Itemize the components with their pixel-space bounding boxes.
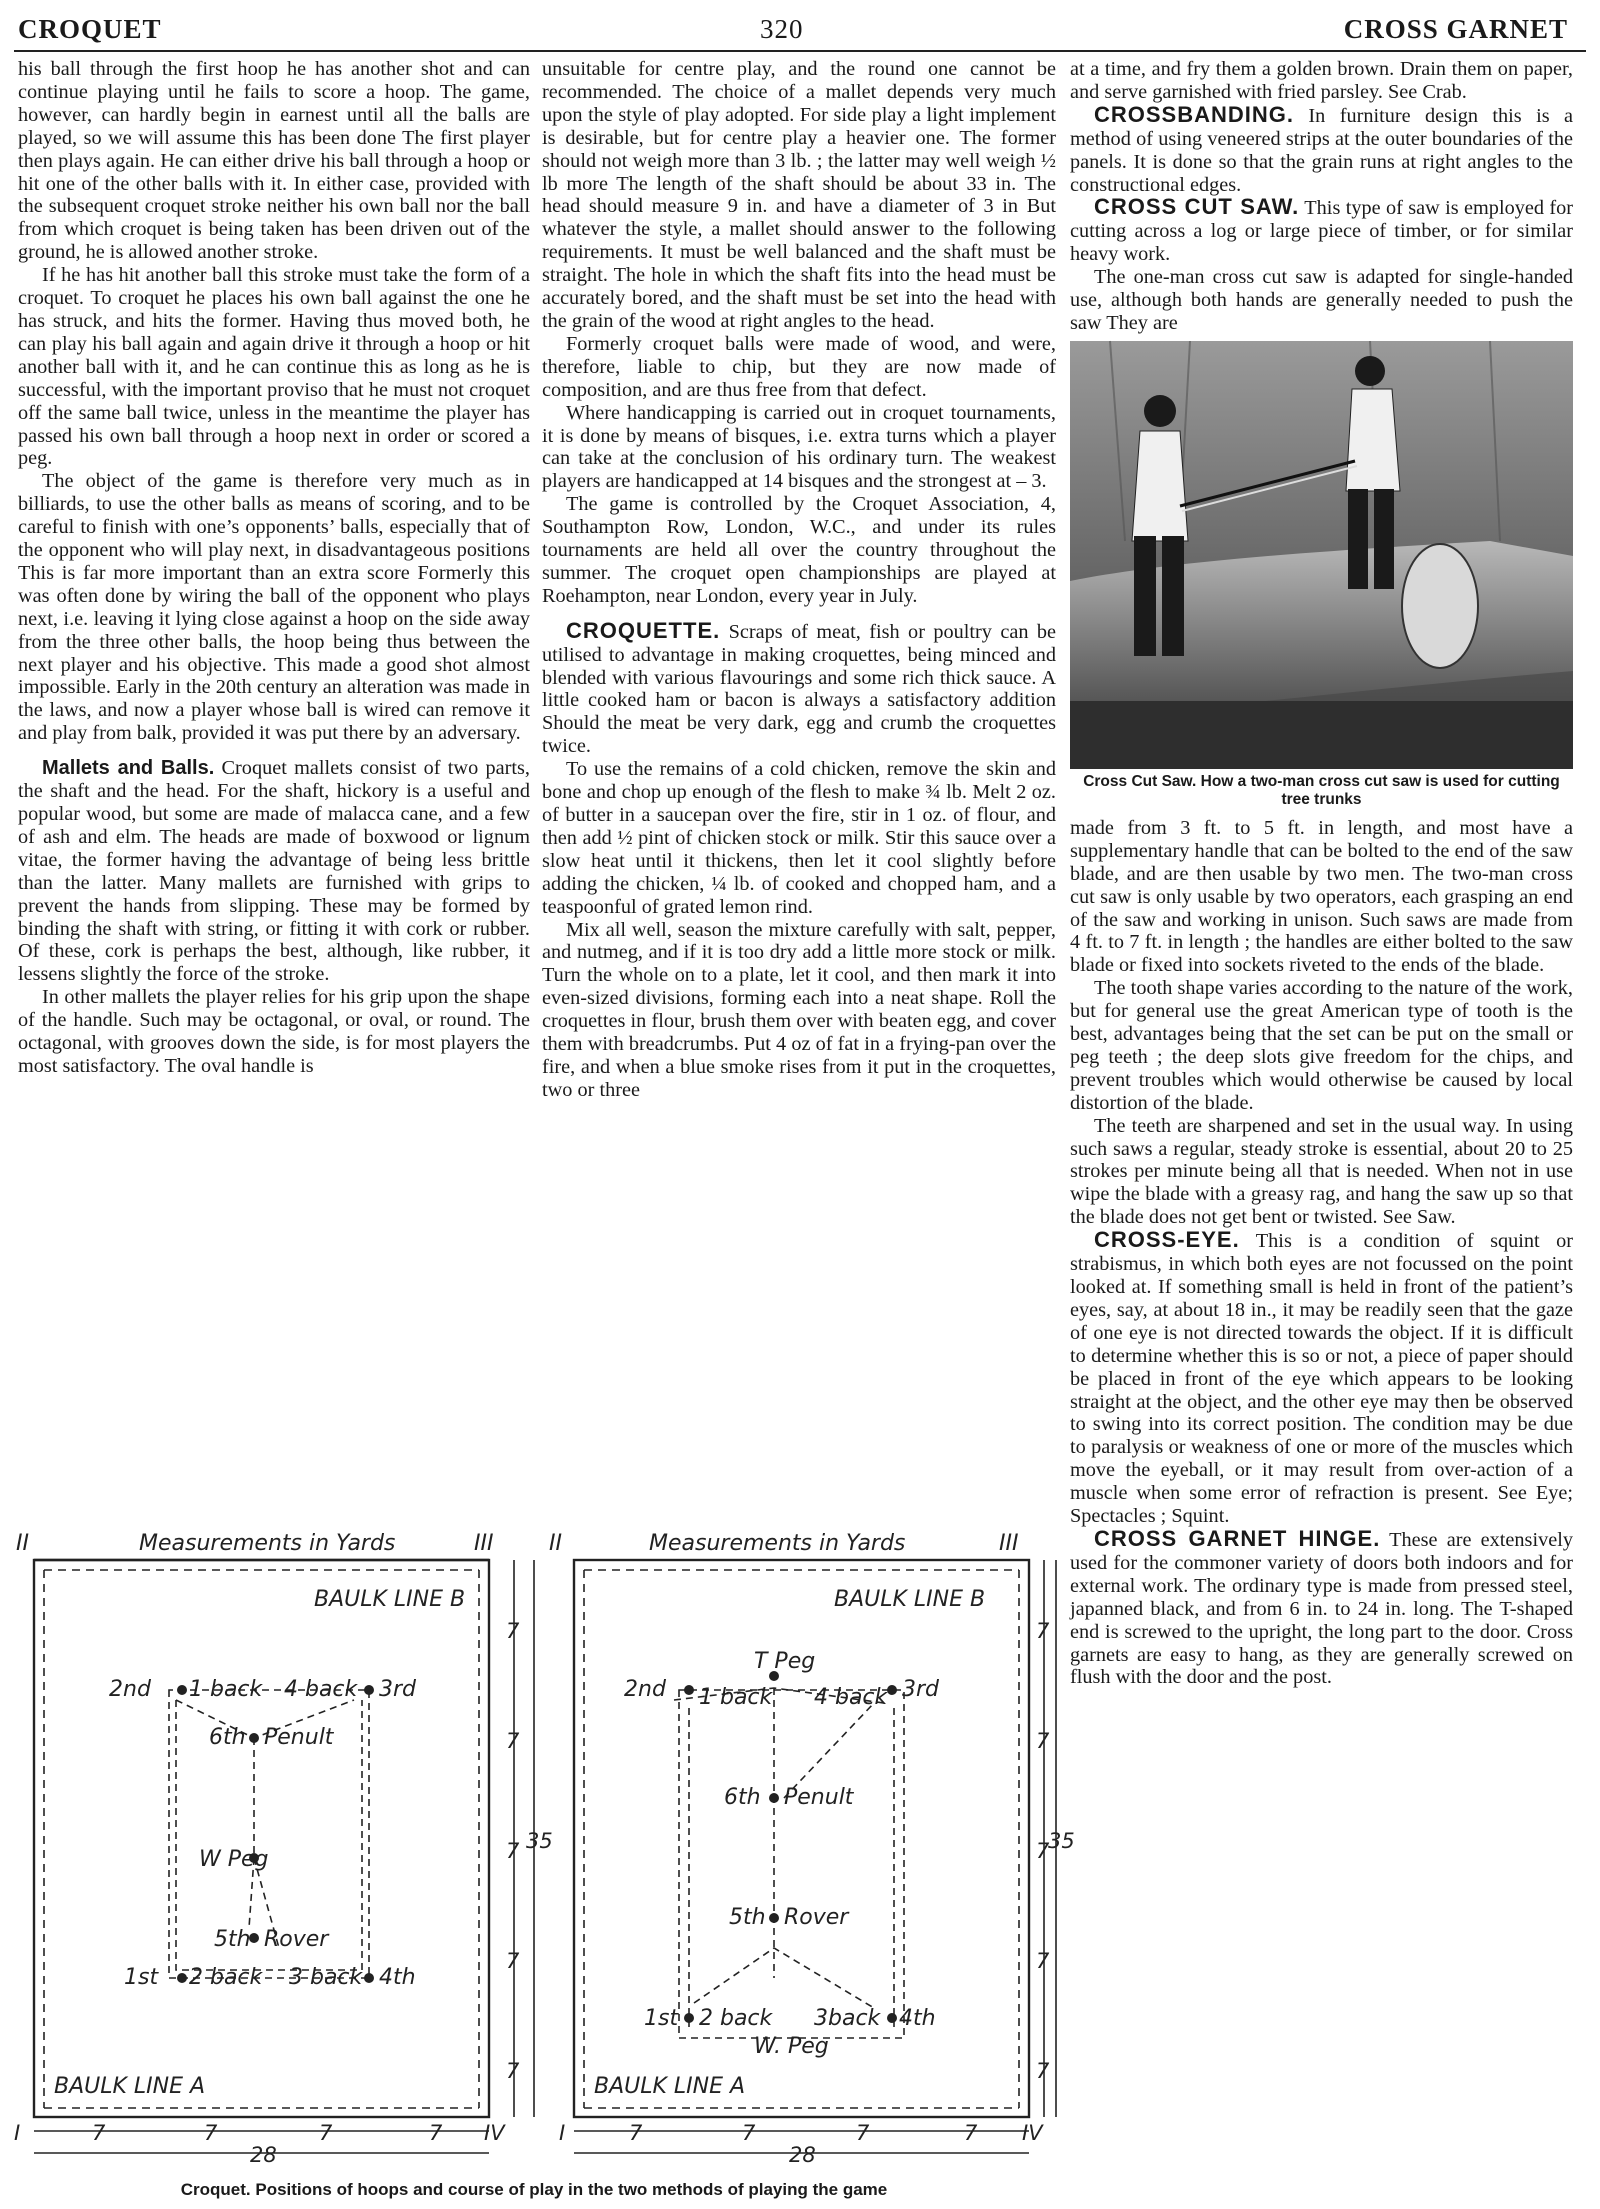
peg-label: W. Peg (754, 2034, 829, 2059)
roman-iii-left: III (474, 1531, 494, 1556)
page-header (0, 0, 1600, 52)
header-rule (14, 50, 1586, 52)
heading-croquette: CROQUETTE. (566, 617, 721, 643)
measure-label-left: Measurements in Yards (139, 1531, 396, 1556)
paragraph (18, 757, 530, 986)
header-right-title: CROSS GARNET (1343, 14, 1568, 44)
seven-label: 7 (964, 2121, 978, 2145)
paragraph: Mix all well, season the mixture carefully with salt, pepper, and nutmeg, and if it is too dry add a little more stock or milk. Turn the whole on to a plate, let it cool, and then mark it into even-sized divisions, forming each into a neat shape. Roll the croquettes in flour, brush them over with beaten egg, and cover them with breadcrumbs. Put 4 oz of fat in a frying-pan over the fire, and when a blue smoke rises from it put in the croquettes, two or three (542, 918, 1056, 1101)
thirtyfive-label: 35 (1048, 1829, 1075, 1853)
paragraph: Formerly croquet balls were made of wood, and were, therefore, liable to chip, but they are now made of composition, and are thus free from that defect. (542, 332, 1056, 401)
peg-label: W Peg (199, 1847, 269, 1872)
thirtyfive-label: 35 (526, 1829, 553, 1853)
paragraph: If he has hit another ball this stroke must take the form of a croquet. To croquet he places his own ball against the one he has struck, and hits the former. Having thus moved both, he can play his ball again and again drive it through a hoop or hit another ball with it, and he can continue this as long as he is successful, with the important proviso that he must not croquet off the same ball twice, unless in the meantime the player has passed his own ball through a hoop next in order or scored a peg. (18, 264, 530, 470)
hoop-label: 2 back (699, 2006, 773, 2031)
seven-label: 7 (1036, 1839, 1050, 1863)
heading-cross-eye: CROSS-EYE. (1094, 1227, 1240, 1253)
seven-label: 7 (429, 2121, 443, 2145)
hoop-label: Rover (264, 1927, 329, 1952)
paragraph: To use the remains of a cold chicken, remove the skin and bone and chop up enough of the flesh to make ¾ lb. Melt 2 oz. of butter in a saucepan over the fire, stir in 1 oz. of flour, and then add ½ pint of chicken stock or milk. Stir this sauce over a slow heat until it thickens, then let it cool slightly before adding the chicken, ¼ lb. of cooked and chopped ham, and a teaspoonful of grated lemon rind. (542, 758, 1056, 918)
left-court-boundary (34, 1560, 489, 2117)
paragraph: In other mallets the player relies for his grip upon the shape of the handle. Such may be octagonal, or oval, or round. The octagonal, with grooves down the side, is for most players the most satisfactory. The oval handle is (18, 986, 530, 1077)
paragraph: The one-man cross cut saw is adapted for single-handed use, although both hands are generally needed to push the saw They are (1070, 266, 1573, 334)
seven-label: 7 (506, 1839, 520, 1863)
paragraph (1070, 196, 1573, 266)
hoop-label: 6th (724, 1785, 761, 1810)
twentyeight-label: 28 (250, 2143, 277, 2167)
seven-label: 7 (506, 1949, 520, 1973)
roman-ii-left: II (16, 1531, 29, 1556)
hoop-label: 4 back (814, 1685, 888, 1710)
hoop-label: 5th (214, 1927, 251, 1952)
seven-label: 7 (319, 2121, 333, 2145)
seven-label: 7 (1036, 1729, 1050, 1753)
hoop-label: Rover (784, 1905, 849, 1930)
paragraph-text: This is a condition of squint or strabismus, in which both eyes are not focussed on the point looked at. If something small is held in front of the patient’s eyes, say, at about 18 in., it may be readily seen that the gaze of one eye is not directed towards the object. If it is difficult to determine whether this is so or not, a piece of paper should be placed in front of the eye which appears to be looking straight at the object, and the other eye may then be observed to swing into its correct position. The condition may be due to paralysis or weakness of one or more of the muscles which move the eyeball, or it may result from over-action of a muscle when some error of refraction is present. See Eye; Spectacles ; Squint. (1070, 1230, 1573, 1528)
heading-cross-cut-saw: CROSS CUT SAW. (1094, 194, 1300, 220)
roman-iv-left: IV (484, 2121, 505, 2145)
hoop-label: Penult (784, 1785, 854, 1810)
baulk-line-b-right: BAULK LINE B (834, 1587, 986, 1612)
seven-label: 7 (1036, 2059, 1050, 2083)
paragraph: Where handicapping is carried out in croquet tournaments, it is done by means of bisques, i.e. extra turns which a player can take at the conclusion of his ordinary turn. The weakest players are handicapped at 14 bisques and the strongest at – 3. (542, 401, 1056, 493)
hoop-label: 1 back (189, 1677, 263, 1702)
baulk-line-b-left: BAULK LINE B (314, 1587, 466, 1612)
cross-cut-saw-photo (1070, 341, 1573, 769)
subheading-mallets: Mallets and Balls. (42, 757, 215, 780)
diagram-caption: Croquet. Positions of hoops and course of play in the two methods of playing the game (180, 2180, 888, 2199)
paragraph-text: Scraps of meat, fish or poultry can be utilised to advantage in making croquettes, being minced and blended with various flavourings and some rich thick sauce. A little cooked ham or bacon is always a satisfactory addition Should the meat be very dark, egg and crumb the croquettes twice. (542, 620, 1056, 758)
peg-label: T Peg (754, 1649, 816, 1674)
paragraph: The game is controlled by the Croquet Association, 4, Southampton Row, London, W.C., and under its rules tournaments are held all over the country throughout the summer. The croquet open championships are played at Roehampton, near London, every year in July. (542, 493, 1056, 607)
hoop-label: 4 back (284, 1677, 358, 1702)
paragraph: made from 3 ft. to 5 ft. in length, and most have a supplementary handle that can be bolted to the end of the saw blade, and are then usable by two men. The two-man cross cut saw is only usable by two operators, each grasping an end of the saw and working in unison. Such saws are made from 4 ft. to 7 ft. in length ; the handles are either bolted to the saw blade or fixed into sockets riveted to the ends of the blade. (1070, 816, 1573, 977)
twentyeight-label: 28 (789, 2143, 816, 2167)
hoop-label: 1st (644, 2006, 679, 2031)
header-left-title: CROQUET (18, 14, 162, 44)
hoop-label: 3 back (289, 1965, 363, 1990)
paragraph (1070, 1229, 1573, 1528)
column-2 (542, 58, 1056, 1508)
seven-label: 7 (742, 2121, 756, 2145)
hoop-label: 3rd (902, 1677, 940, 1702)
paragraph: The tooth shape varies according to the nature of the work, but for general use the great American type of tooth is the best, advantages being that the set can be put on the small or peg teeth ; the deep slots give freedom for the chips, and prevent troubles which would otherwise be caused by local distortion of the blade. (1070, 977, 1573, 1114)
hoop-label: 3back (814, 2006, 881, 2031)
seven-label: 7 (506, 1729, 520, 1753)
photo-caption: Cross Cut Saw. How a two-man cross cut saw is used for cutting tree trunks (1083, 772, 1560, 808)
column-1 (18, 58, 530, 1508)
heading-cross-garnet-hinge: CROSS GARNET HINGE. (1094, 1525, 1381, 1551)
seven-label: 7 (506, 2059, 520, 2083)
hoop-label: 5th (729, 1905, 766, 1930)
seven-label: 7 (1036, 1619, 1050, 1643)
hoop-label: 2 back (189, 1965, 263, 1990)
measure-label-right: Measurements in Yards (649, 1531, 906, 1556)
roman-iii-right: III (999, 1531, 1019, 1556)
hoop-label: 3rd (379, 1677, 417, 1702)
paragraph-text: Croquet mallets consist of two parts, the shaft and the head. For the shaft, hickory is a useful and popular wood, but some are made of malacca cane, and a few of ash and elm. The heads are made of boxwood or lignum vitae, the former having the advantage of being less brittle than the latter. Many mallets are furnished with grips to prevent the hands from slipping. These may be formed by binding the shaft with string, or fitting it with cork or rubber. Of these, cork is perhaps the best, although, like rubber, it lessens slightly the force of the stroke. (18, 757, 530, 986)
paragraph (542, 617, 1056, 758)
hoop-label: 6th (209, 1725, 246, 1750)
croquet-diagrams (14, 1528, 1075, 2168)
roman-ii-right: II (549, 1531, 562, 1556)
paragraph (1070, 1525, 1573, 1689)
seven-label: 7 (856, 2121, 870, 2145)
hoop-label: 4th (899, 2006, 936, 2031)
baulk-line-a-right: BAULK LINE A (594, 2074, 746, 2099)
roman-iv-right: IV (1022, 2121, 1043, 2145)
hoop-label: 1 back (699, 1685, 773, 1710)
seven-label: 7 (629, 2121, 643, 2145)
hoop-label: 4th (379, 1965, 416, 1990)
paragraph: unsuitable for centre play, and the round one cannot be recommended. The choice of a mallet depends very much upon the style of play adopted. For side play a light implement is desirable, but for centre play a heavier one. The former should not weigh more than 3 lb. ; the latter may well weigh ½ lb more The length of the shaft should be about 33 in. The head should measure 9 in. and have a diameter of 3 in But whatever the style, a mallet should answer to the following requirements. It must be well balanced and the shaft must be straight. The hole in which the shaft fits into the head must be accurately bored, and the shaft must be set into the head with the grain of the wood at right angles to the head. (542, 58, 1056, 332)
paragraph: his ball through the first hoop he has another shot and can continue playing until he fails to score a hoop. The game, however, can hardly begin in earnest until all the balls are played, so we will assume this has been done The first player then plays again. He can either drive his ball through a hoop or hit one of the other balls with it. In either case, provided with the subsequent croquet stroke neither his own ball nor the ball from which croquet is being taken has been driven out of the ground, he is allowed another stroke. (18, 58, 530, 264)
heading-crossbanding: CROSSBANDING. (1094, 101, 1295, 127)
seven-label: 7 (92, 2121, 106, 2145)
paragraph: The object of the game is therefore very much as in billiards, to use the other balls as means of scoring, and to be careful to finish with one’s opponents’ balls, especially that of the opponent who will play next, in disadvantageous positions This is far more important than an extra score Formerly this was often done by wiring the ball of the opponent who plays next, i.e. leaving it lying close against a hoop on the side away from the three other balls, the hoop being thus between the next player and his objective. This made a good shot almost impossible. Early in the 20th century an alteration was made in the laws, and now a player whose ball is wired can remove it and play from balk, provided it was put there by an adversary. (18, 470, 530, 745)
hoop-label: 2nd (109, 1677, 151, 1702)
seven-label: 7 (1036, 1949, 1050, 1973)
column-3 (1070, 58, 1573, 2178)
hoop-label: Penult (264, 1725, 334, 1750)
paragraph: at a time, and fry them a golden brown. Drain them on paper, and serve garnished with fried parsley. See Crab. (1070, 58, 1573, 103)
baulk-line-a-left: BAULK LINE A (54, 2074, 206, 2099)
paragraph (1070, 101, 1573, 197)
hoop-label: 1st (124, 1965, 159, 1990)
seven-label: 7 (204, 2121, 218, 2145)
roman-i-right: I (559, 2121, 566, 2145)
roman-i-left: I (14, 2121, 21, 2145)
paragraph-text: This type of saw is employed for cutting across a log or large piece of timber, or for similar heavy work. (1070, 197, 1574, 266)
seven-label: 7 (506, 1619, 520, 1643)
paragraph: The teeth are sharpened and set in the usual way. In using such saws a regular, steady stroke is essential, about 20 to 25 strokes per minute being all that is needed. When not in use wipe the blade with a greasy rag, and hang the saw up so that the blade does not get bent or twisted. See Saw. (1070, 1114, 1573, 1229)
hoop-label: 2nd (624, 1677, 666, 1702)
paragraph-text: In furniture design this is a method of using veneered strips at the outer boundaries of the panels. It is done so that the grain runs at right angles to the constructional edges. (1070, 104, 1573, 196)
page-number: 320 (760, 14, 804, 44)
paragraph-text: These are extensively used for the commoner variety of doors both indoors and for external work. The ordinary type is made from pressed steel, japanned black, and from 6 in. to 24 in. long. The T-shaped end is screwed to the upright, the long part to the door. Cross garnets are easy to hang, as they are generally screwed on flush with the door and the post. (1070, 1528, 1573, 1689)
